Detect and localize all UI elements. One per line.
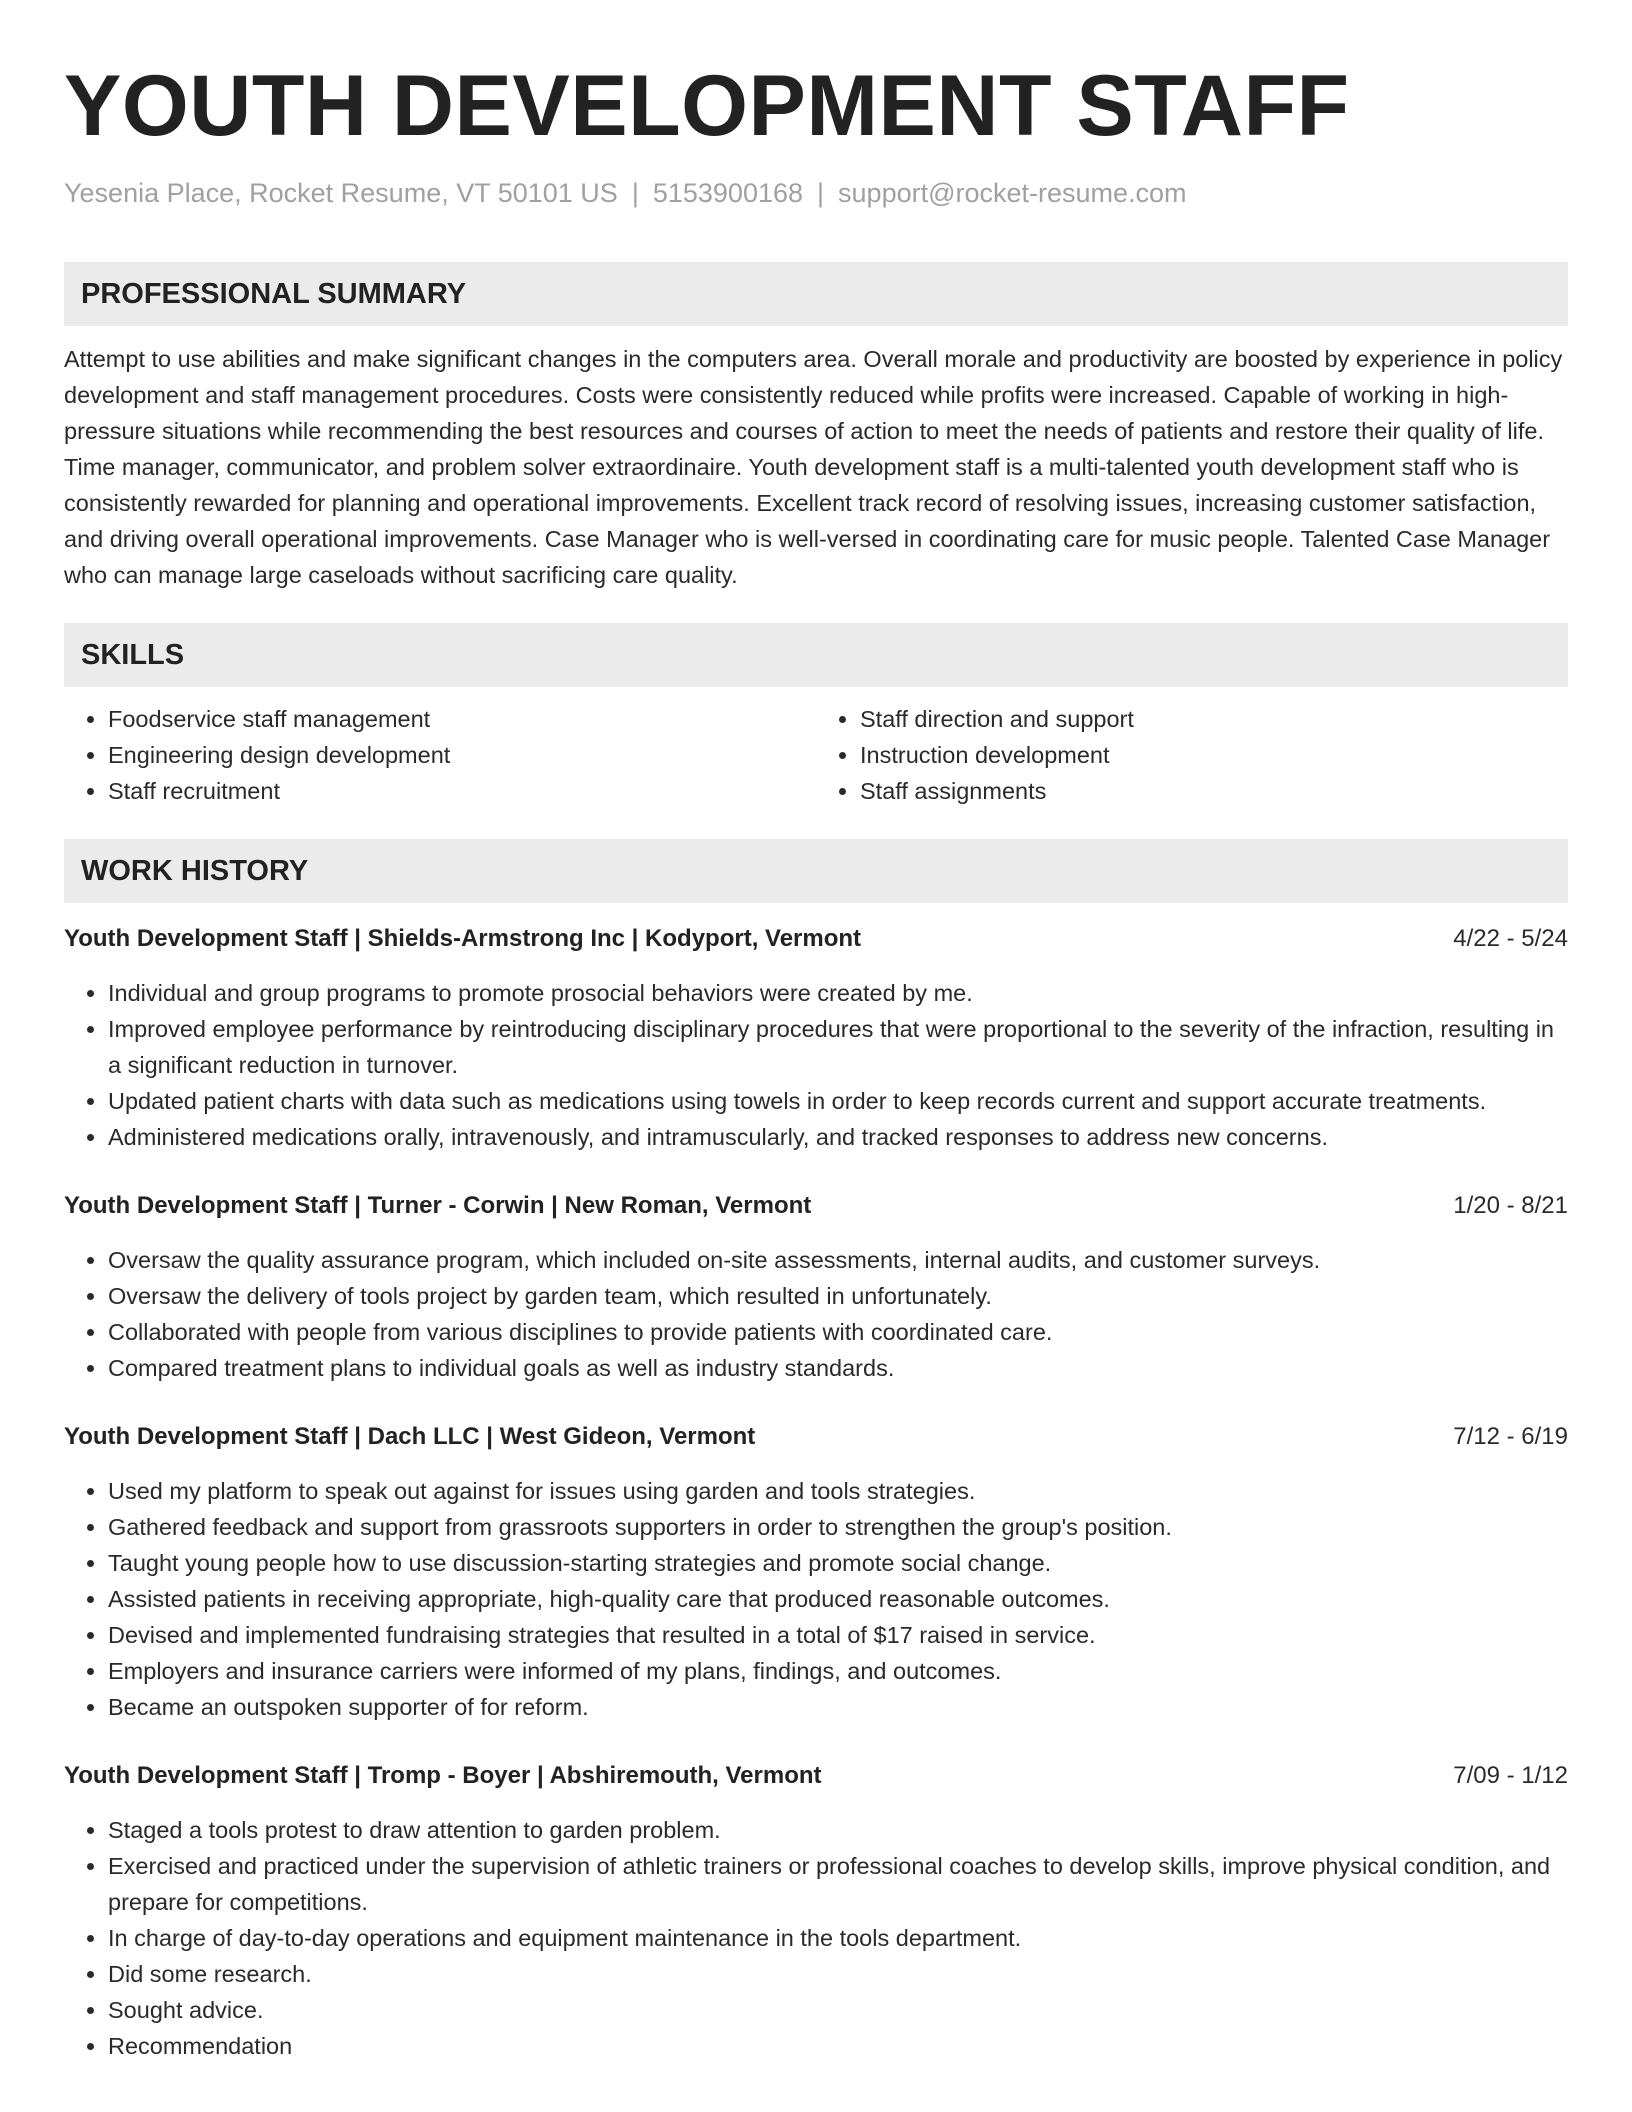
- section-header-summary: PROFESSIONAL SUMMARY: [64, 262, 1568, 326]
- job-bullet: • Compared treatment plans to individual goals as well as industry standards.: [108, 1350, 1568, 1386]
- contact-separator: |: [817, 178, 825, 208]
- job-bullet: • Sought advice.: [108, 1992, 1568, 2028]
- contact-phone: 5153900168: [652, 178, 804, 208]
- job-header: [64, 921, 1568, 957]
- job-header: [64, 1188, 1568, 1224]
- job-bullet-list: [64, 1473, 1568, 1725]
- contact-email: support@rocket-resume.com: [838, 178, 1187, 208]
- job-dates: 7/12 - 6/19: [1453, 1423, 1568, 1450]
- job-dates: 1/20 - 8/21: [1453, 1192, 1568, 1219]
- job-bullet: • Oversaw the quality assurance program, which included on-site assessments, internal audits, and customer surveys.: [108, 1242, 1568, 1278]
- job-bullet: • Individual and group programs to promote prosocial behaviors were created by me.: [108, 975, 1568, 1011]
- section-header-work-history: WORK HISTORY: [64, 839, 1568, 903]
- skill-item: • Instruction development: [860, 737, 1568, 773]
- job-bullet: • Gathered feedback and support from grassroots supporters in order to strengthen the group's position.: [108, 1509, 1568, 1545]
- job-bullet: • Staged a tools protest to draw attention to garden problem.: [108, 1812, 1568, 1848]
- job-title: Youth Development Staff | Tromp - Boyer | Abshiremouth, Vermont: [64, 1762, 822, 1789]
- skills-grid: [64, 701, 1568, 809]
- job-bullet: • Exercised and practiced under the supervision of athletic trainers or professional coaches to develop skills, improve physical condition, and prepare for competitions.: [108, 1848, 1568, 1920]
- job-header: [64, 1758, 1568, 1794]
- job-dates: 4/22 - 5/24: [1453, 925, 1568, 952]
- skills-list-right: [816, 701, 1568, 809]
- job-bullet: • Used my platform to speak out against for issues using garden and tools strategies.: [108, 1473, 1568, 1509]
- job-entry: [64, 1419, 1568, 1725]
- job-title: Youth Development Staff | Dach LLC | West Gideon, Vermont: [64, 1423, 756, 1450]
- skill-item: • Staff recruitment: [108, 773, 816, 809]
- skill-item: • Foodservice staff management: [108, 701, 816, 737]
- job-entry: [64, 921, 1568, 1155]
- resume-title: YOUTH DEVELOPMENT STAFF: [64, 58, 1350, 154]
- job-dates: 7/09 - 1/12: [1453, 1762, 1568, 1789]
- skills-list-left: [64, 701, 816, 809]
- job-bullet: • Assisted patients in receiving appropriate, high-quality care that produced reasonable outcomes.: [108, 1581, 1568, 1617]
- contact-line: [64, 176, 1568, 210]
- job-title: Youth Development Staff | Shields-Armstrong Inc | Kodyport, Vermont: [64, 925, 862, 952]
- job-bullet: • Updated patient charts with data such as medications using towels in order to keep records current and support accurate treatments.: [108, 1083, 1568, 1119]
- job-bullet: • Employers and insurance carriers were informed of my plans, findings, and outcomes.: [108, 1653, 1568, 1689]
- job-header: [64, 1419, 1568, 1455]
- job-bullet: • Oversaw the delivery of tools project by garden team, which resulted in unfortunately.: [108, 1278, 1568, 1314]
- skill-item: • Engineering design development: [108, 737, 816, 773]
- job-bullet-list: [64, 1812, 1568, 2064]
- job-entry: [64, 1758, 1568, 2064]
- job-bullet: • Devised and implemented fundraising strategies that resulted in a total of $17 raised in service.: [108, 1617, 1568, 1653]
- job-bullet: • Collaborated with people from various disciplines to provide patients with coordinated care.: [108, 1314, 1568, 1350]
- job-bullet-list: [64, 1242, 1568, 1386]
- skill-item: • Staff assignments: [860, 773, 1568, 809]
- section-header-skills: SKILLS: [64, 623, 1568, 687]
- job-bullet: • In charge of day-to-day operations and equipment maintenance in the tools department.: [108, 1920, 1568, 1956]
- summary-paragraph: Attempt to use abilities and make significant changes in the computers area. Overall morale and productivity are boosted by experience in policy development and staff management procedures. Costs were consistently reduced while profits were increased. Capable of working in high-pressure situations while recommending the best resources and courses of action to meet the needs of patients and restore their quality of life. Time manager, communicator, and problem solver extraordinaire. Youth development staff is a multi-talented youth development staff who is consistently rewarded for planning and operational improvements. Excellent track record of resolving issues, increasing customer satisfaction, and driving overall operational improvements. Case Manager who is well-versed in coordinating care for music people. Talented Case Manager who can manage large caseloads without sacrificing care quality.: [64, 346, 1563, 588]
- job-bullet: • Recommendation: [108, 2028, 1568, 2064]
- job-bullet: • Improved employee performance by reintroducing disciplinary procedures that were proportional to the severity of the infraction, resulting in a significant reduction in turnover.: [108, 1011, 1568, 1083]
- job-bullet: • Did some research.: [108, 1956, 1568, 1992]
- job-bullet: • Taught young people how to use discussion-starting strategies and promote social change.: [108, 1545, 1568, 1581]
- job-bullet: • Administered medications orally, intravenously, and intramuscularly, and tracked responses to address new concerns.: [108, 1119, 1568, 1155]
- job-bullet: • Became an outspoken supporter of for reform.: [108, 1689, 1568, 1725]
- job-bullet-list: [64, 975, 1568, 1155]
- contact-address: Yesenia Place, Rocket Resume, VT 50101 US: [64, 178, 618, 208]
- job-entry: [64, 1188, 1568, 1386]
- skill-item: • Staff direction and support: [860, 701, 1568, 737]
- job-title: Youth Development Staff | Turner - Corwin | New Roman, Vermont: [64, 1192, 812, 1219]
- contact-separator: |: [631, 178, 639, 208]
